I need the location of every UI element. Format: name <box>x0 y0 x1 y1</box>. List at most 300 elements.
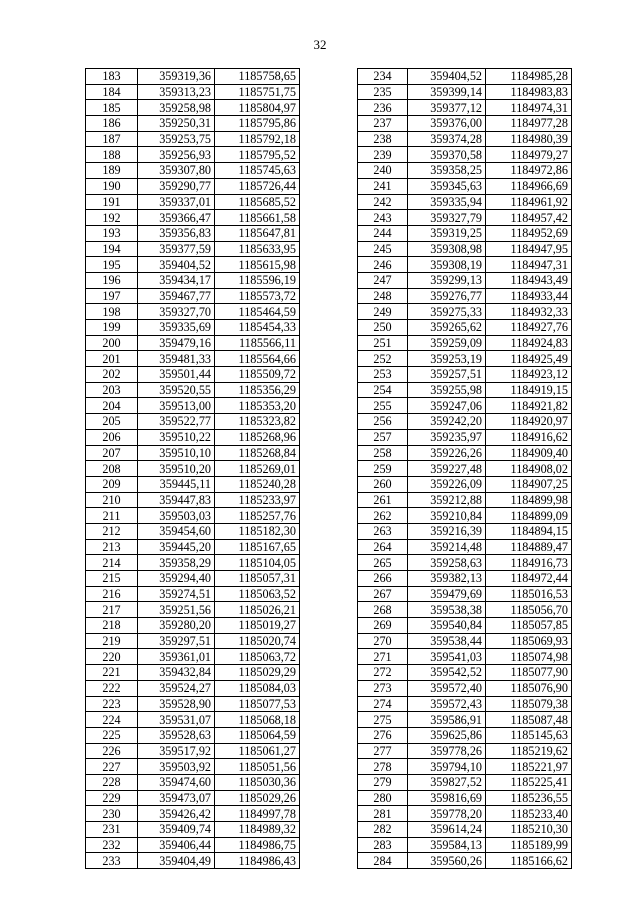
point-number-cell: 216 <box>86 586 138 602</box>
y-coordinate-cell: 1185069,93 <box>486 633 572 649</box>
x-coordinate-cell: 359358,25 <box>408 163 486 179</box>
point-number-cell: 194 <box>86 241 138 257</box>
table-row <box>86 241 300 257</box>
point-number-cell: 250 <box>358 320 408 336</box>
table-row <box>86 822 300 838</box>
point-number-cell: 188 <box>86 147 138 163</box>
table-row <box>86 586 300 602</box>
y-coordinate-cell: 1184989,32 <box>215 822 300 838</box>
table-row <box>86 351 300 367</box>
y-coordinate-cell: 1185233,40 <box>486 806 572 822</box>
x-coordinate-cell: 359247,06 <box>408 398 486 414</box>
x-coordinate-cell: 359404,49 <box>138 853 215 869</box>
y-coordinate-cell: 1184927,76 <box>486 320 572 336</box>
point-number-cell: 192 <box>86 210 138 226</box>
x-coordinate-cell: 359257,51 <box>408 367 486 383</box>
y-coordinate-cell: 1185596,19 <box>215 272 300 288</box>
y-coordinate-cell: 1184919,15 <box>486 382 572 398</box>
table-row <box>86 414 300 430</box>
x-coordinate-cell: 359510,22 <box>138 429 215 445</box>
point-number-cell: 207 <box>86 445 138 461</box>
x-coordinate-cell: 359335,69 <box>138 320 215 336</box>
x-coordinate-cell: 359335,94 <box>408 194 486 210</box>
y-coordinate-cell: 1185356,29 <box>215 382 300 398</box>
y-coordinate-cell: 1185566,11 <box>215 335 300 351</box>
y-coordinate-cell: 1185077,90 <box>486 665 572 681</box>
y-coordinate-cell: 1184985,28 <box>486 69 572 85</box>
table-row <box>358 241 572 257</box>
table-row <box>86 210 300 226</box>
point-number-cell: 263 <box>358 523 408 539</box>
y-coordinate-cell: 1184980,39 <box>486 131 572 147</box>
point-number-cell: 183 <box>86 69 138 85</box>
x-coordinate-cell: 359280,20 <box>138 618 215 634</box>
y-coordinate-cell: 1184957,42 <box>486 210 572 226</box>
table-row <box>86 665 300 681</box>
x-coordinate-cell: 359294,40 <box>138 571 215 587</box>
table-row <box>86 461 300 477</box>
x-coordinate-cell: 359524,27 <box>138 680 215 696</box>
point-number-cell: 265 <box>358 555 408 571</box>
table-row <box>86 680 300 696</box>
table-row <box>358 257 572 273</box>
table-row <box>358 774 572 790</box>
point-number-cell: 277 <box>358 743 408 759</box>
y-coordinate-cell: 1185210,30 <box>486 822 572 838</box>
table-row <box>86 853 300 869</box>
x-coordinate-cell: 359226,26 <box>408 445 486 461</box>
point-number-cell: 244 <box>358 225 408 241</box>
coordinates-table-left <box>85 68 300 869</box>
table-row <box>358 461 572 477</box>
y-coordinate-cell: 1185219,62 <box>486 743 572 759</box>
x-coordinate-cell: 359520,55 <box>138 382 215 398</box>
y-coordinate-cell: 1184920,97 <box>486 414 572 430</box>
y-coordinate-cell: 1185751,75 <box>215 84 300 100</box>
y-coordinate-cell: 1185323,82 <box>215 414 300 430</box>
point-number-cell: 241 <box>358 178 408 194</box>
x-coordinate-cell: 359308,98 <box>408 241 486 257</box>
point-number-cell: 278 <box>358 759 408 775</box>
x-coordinate-cell: 359377,59 <box>138 241 215 257</box>
table-row <box>358 696 572 712</box>
y-coordinate-cell: 1185661,58 <box>215 210 300 226</box>
table-row <box>86 147 300 163</box>
y-coordinate-cell: 1184899,98 <box>486 492 572 508</box>
table-row <box>358 508 572 524</box>
x-coordinate-cell: 359227,48 <box>408 461 486 477</box>
table-row <box>358 665 572 681</box>
table-row <box>358 210 572 226</box>
y-coordinate-cell: 1184923,12 <box>486 367 572 383</box>
point-number-cell: 283 <box>358 837 408 853</box>
table-row <box>86 163 300 179</box>
point-number-cell: 269 <box>358 618 408 634</box>
y-coordinate-cell: 1185804,97 <box>215 100 300 116</box>
point-number-cell: 190 <box>86 178 138 194</box>
y-coordinate-cell: 1185061,27 <box>215 743 300 759</box>
x-coordinate-cell: 359572,43 <box>408 696 486 712</box>
table-row <box>358 727 572 743</box>
x-coordinate-cell: 359409,74 <box>138 822 215 838</box>
x-coordinate-cell: 359584,13 <box>408 837 486 853</box>
table-row <box>358 649 572 665</box>
point-number-cell: 189 <box>86 163 138 179</box>
y-coordinate-cell: 1184961,92 <box>486 194 572 210</box>
x-coordinate-cell: 359259,09 <box>408 335 486 351</box>
point-number-cell: 272 <box>358 665 408 681</box>
x-coordinate-cell: 359265,62 <box>408 320 486 336</box>
y-coordinate-cell: 1184972,86 <box>486 163 572 179</box>
x-coordinate-cell: 359404,52 <box>138 257 215 273</box>
y-coordinate-cell: 1185225,41 <box>486 774 572 790</box>
point-number-cell: 279 <box>358 774 408 790</box>
table-row <box>358 320 572 336</box>
y-coordinate-cell: 1185063,72 <box>215 649 300 665</box>
point-number-cell: 247 <box>358 272 408 288</box>
table-row <box>358 555 572 571</box>
x-coordinate-cell: 359522,77 <box>138 414 215 430</box>
y-coordinate-cell: 1185353,20 <box>215 398 300 414</box>
table-row <box>358 84 572 100</box>
point-number-cell: 211 <box>86 508 138 524</box>
table-row <box>86 194 300 210</box>
x-coordinate-cell: 359382,13 <box>408 571 486 587</box>
point-number-cell: 206 <box>86 429 138 445</box>
y-coordinate-cell: 1184924,83 <box>486 335 572 351</box>
x-coordinate-cell: 359399,14 <box>408 84 486 100</box>
y-coordinate-cell: 1184916,73 <box>486 555 572 571</box>
point-number-cell: 208 <box>86 461 138 477</box>
point-number-cell: 191 <box>86 194 138 210</box>
point-number-cell: 197 <box>86 288 138 304</box>
table-row <box>86 304 300 320</box>
y-coordinate-cell: 1185233,97 <box>215 492 300 508</box>
x-coordinate-cell: 359253,75 <box>138 131 215 147</box>
table-row <box>358 618 572 634</box>
point-number-cell: 232 <box>86 837 138 853</box>
x-coordinate-cell: 359276,77 <box>408 288 486 304</box>
y-coordinate-cell: 1185057,31 <box>215 571 300 587</box>
point-number-cell: 210 <box>86 492 138 508</box>
point-number-cell: 281 <box>358 806 408 822</box>
point-number-cell: 215 <box>86 571 138 587</box>
x-coordinate-cell: 359794,10 <box>408 759 486 775</box>
y-coordinate-cell: 1185063,52 <box>215 586 300 602</box>
table-row <box>358 790 572 806</box>
table-row <box>358 429 572 445</box>
point-number-cell: 186 <box>86 116 138 132</box>
x-coordinate-cell: 359374,28 <box>408 131 486 147</box>
y-coordinate-cell: 1185104,05 <box>215 555 300 571</box>
x-coordinate-cell: 359297,51 <box>138 633 215 649</box>
y-coordinate-cell: 1184943,49 <box>486 272 572 288</box>
table-row <box>358 178 572 194</box>
y-coordinate-cell: 1185087,48 <box>486 712 572 728</box>
y-coordinate-cell: 1184947,95 <box>486 241 572 257</box>
point-number-cell: 260 <box>358 476 408 492</box>
table-row <box>86 367 300 383</box>
point-number-cell: 217 <box>86 602 138 618</box>
x-coordinate-cell: 359528,90 <box>138 696 215 712</box>
x-coordinate-cell: 359251,56 <box>138 602 215 618</box>
table-row <box>86 759 300 775</box>
table-row <box>358 288 572 304</box>
table-row <box>358 445 572 461</box>
point-number-cell: 253 <box>358 367 408 383</box>
x-coordinate-cell: 359614,24 <box>408 822 486 838</box>
table-row <box>358 492 572 508</box>
point-number-cell: 218 <box>86 618 138 634</box>
table-row <box>358 806 572 822</box>
point-number-cell: 233 <box>86 853 138 869</box>
point-number-cell: 270 <box>358 633 408 649</box>
y-coordinate-cell: 1185236,55 <box>486 790 572 806</box>
x-coordinate-cell: 359816,69 <box>408 790 486 806</box>
x-coordinate-cell: 359406,44 <box>138 837 215 853</box>
y-coordinate-cell: 1185573,72 <box>215 288 300 304</box>
y-coordinate-cell: 1184916,62 <box>486 429 572 445</box>
x-coordinate-cell: 359778,20 <box>408 806 486 822</box>
point-number-cell: 259 <box>358 461 408 477</box>
point-number-cell: 187 <box>86 131 138 147</box>
y-coordinate-cell: 1185016,53 <box>486 586 572 602</box>
table-row <box>358 633 572 649</box>
y-coordinate-cell: 1184925,49 <box>486 351 572 367</box>
table-row <box>86 84 300 100</box>
x-coordinate-cell: 359445,11 <box>138 476 215 492</box>
y-coordinate-cell: 1185268,84 <box>215 445 300 461</box>
point-number-cell: 282 <box>358 822 408 838</box>
point-number-cell: 242 <box>358 194 408 210</box>
point-number-cell: 243 <box>358 210 408 226</box>
table-row <box>86 178 300 194</box>
point-number-cell: 193 <box>86 225 138 241</box>
y-coordinate-cell: 1184933,44 <box>486 288 572 304</box>
y-coordinate-cell: 1185745,63 <box>215 163 300 179</box>
table-row <box>86 398 300 414</box>
point-number-cell: 213 <box>86 539 138 555</box>
point-number-cell: 240 <box>358 163 408 179</box>
point-number-cell: 255 <box>358 398 408 414</box>
y-coordinate-cell: 1185030,36 <box>215 774 300 790</box>
point-number-cell: 262 <box>358 508 408 524</box>
point-number-cell: 225 <box>86 727 138 743</box>
y-coordinate-cell: 1184932,33 <box>486 304 572 320</box>
x-coordinate-cell: 359377,12 <box>408 100 486 116</box>
point-number-cell: 229 <box>86 790 138 806</box>
point-number-cell: 237 <box>358 116 408 132</box>
y-coordinate-cell: 1185064,59 <box>215 727 300 743</box>
y-coordinate-cell: 1185685,52 <box>215 194 300 210</box>
page-number: 32 <box>313 37 327 52</box>
x-coordinate-cell: 359274,51 <box>138 586 215 602</box>
y-coordinate-cell: 1185464,59 <box>215 304 300 320</box>
point-number-cell: 266 <box>358 571 408 587</box>
y-coordinate-cell: 1184966,69 <box>486 178 572 194</box>
y-coordinate-cell: 1185509,72 <box>215 367 300 383</box>
x-coordinate-cell: 359541,03 <box>408 649 486 665</box>
x-coordinate-cell: 359445,20 <box>138 539 215 555</box>
point-number-cell: 224 <box>86 712 138 728</box>
table-row <box>86 571 300 587</box>
point-number-cell: 258 <box>358 445 408 461</box>
table-row <box>358 414 572 430</box>
y-coordinate-cell: 1185145,63 <box>486 727 572 743</box>
point-number-cell: 209 <box>86 476 138 492</box>
x-coordinate-cell: 359404,52 <box>408 69 486 85</box>
table-row <box>358 304 572 320</box>
table-row <box>358 586 572 602</box>
y-coordinate-cell: 1184899,09 <box>486 508 572 524</box>
x-coordinate-cell: 359625,86 <box>408 727 486 743</box>
point-number-cell: 222 <box>86 680 138 696</box>
x-coordinate-cell: 359586,91 <box>408 712 486 728</box>
y-coordinate-cell: 1184894,15 <box>486 523 572 539</box>
y-coordinate-cell: 1185068,18 <box>215 712 300 728</box>
y-coordinate-cell: 1185792,18 <box>215 131 300 147</box>
point-number-cell: 284 <box>358 853 408 869</box>
point-number-cell: 203 <box>86 382 138 398</box>
x-coordinate-cell: 359370,58 <box>408 147 486 163</box>
x-coordinate-cell: 359542,52 <box>408 665 486 681</box>
point-number-cell: 280 <box>358 790 408 806</box>
y-coordinate-cell: 1184952,69 <box>486 225 572 241</box>
point-number-cell: 256 <box>358 414 408 430</box>
point-number-cell: 204 <box>86 398 138 414</box>
table-row <box>86 649 300 665</box>
table-row <box>358 194 572 210</box>
y-coordinate-cell: 1184977,28 <box>486 116 572 132</box>
point-number-cell: 220 <box>86 649 138 665</box>
point-number-cell: 274 <box>358 696 408 712</box>
point-number-cell: 219 <box>86 633 138 649</box>
y-coordinate-cell: 1185758,65 <box>215 69 300 85</box>
x-coordinate-cell: 359258,98 <box>138 100 215 116</box>
x-coordinate-cell: 359513,00 <box>138 398 215 414</box>
x-coordinate-cell: 359538,38 <box>408 602 486 618</box>
y-coordinate-cell: 1185166,62 <box>486 853 572 869</box>
x-coordinate-cell: 359366,47 <box>138 210 215 226</box>
y-coordinate-cell: 1185084,03 <box>215 680 300 696</box>
point-number-cell: 198 <box>86 304 138 320</box>
table-row <box>358 837 572 853</box>
point-number-cell: 184 <box>86 84 138 100</box>
point-number-cell: 202 <box>86 367 138 383</box>
point-number-cell: 231 <box>86 822 138 838</box>
x-coordinate-cell: 359503,92 <box>138 759 215 775</box>
y-coordinate-cell: 1185019,27 <box>215 618 300 634</box>
table-row <box>358 225 572 241</box>
y-coordinate-cell: 1185257,76 <box>215 508 300 524</box>
point-number-cell: 252 <box>358 351 408 367</box>
table-row <box>86 743 300 759</box>
table-row <box>86 272 300 288</box>
table-row <box>86 225 300 241</box>
table-row <box>86 445 300 461</box>
table-row <box>358 335 572 351</box>
y-coordinate-cell: 1185454,33 <box>215 320 300 336</box>
point-number-cell: 273 <box>358 680 408 696</box>
x-coordinate-cell: 359356,83 <box>138 225 215 241</box>
point-number-cell: 185 <box>86 100 138 116</box>
point-number-cell: 264 <box>358 539 408 555</box>
point-number-cell: 246 <box>358 257 408 273</box>
x-coordinate-cell: 359327,79 <box>408 210 486 226</box>
table-row <box>358 382 572 398</box>
y-coordinate-cell: 1184983,83 <box>486 84 572 100</box>
y-coordinate-cell: 1184986,75 <box>215 837 300 853</box>
y-coordinate-cell: 1184921,82 <box>486 398 572 414</box>
table-row <box>358 853 572 869</box>
x-coordinate-cell: 359212,88 <box>408 492 486 508</box>
x-coordinate-cell: 359345,63 <box>408 178 486 194</box>
table-row <box>86 633 300 649</box>
y-coordinate-cell: 1185189,99 <box>486 837 572 853</box>
table-row <box>86 602 300 618</box>
point-number-cell: 236 <box>358 100 408 116</box>
x-coordinate-cell: 359503,03 <box>138 508 215 524</box>
y-coordinate-cell: 1185240,28 <box>215 476 300 492</box>
point-number-cell: 214 <box>86 555 138 571</box>
point-number-cell: 245 <box>358 241 408 257</box>
y-coordinate-cell: 1185615,98 <box>215 257 300 273</box>
table-row <box>86 790 300 806</box>
y-coordinate-cell: 1185726,44 <box>215 178 300 194</box>
y-coordinate-cell: 1185079,38 <box>486 696 572 712</box>
x-coordinate-cell: 359560,26 <box>408 853 486 869</box>
point-number-cell: 195 <box>86 257 138 273</box>
table-row <box>358 523 572 539</box>
point-number-cell: 248 <box>358 288 408 304</box>
table-row <box>358 712 572 728</box>
x-coordinate-cell: 359538,44 <box>408 633 486 649</box>
y-coordinate-cell: 1185029,26 <box>215 790 300 806</box>
point-number-cell: 212 <box>86 523 138 539</box>
x-coordinate-cell: 359474,60 <box>138 774 215 790</box>
table-row <box>358 822 572 838</box>
point-number-cell: 221 <box>86 665 138 681</box>
point-number-cell: 228 <box>86 774 138 790</box>
y-coordinate-cell: 1184907,25 <box>486 476 572 492</box>
point-number-cell: 267 <box>358 586 408 602</box>
table-row <box>358 539 572 555</box>
point-number-cell: 200 <box>86 335 138 351</box>
x-coordinate-cell: 359337,01 <box>138 194 215 210</box>
table-row <box>86 712 300 728</box>
y-coordinate-cell: 1184979,27 <box>486 147 572 163</box>
x-coordinate-cell: 359319,25 <box>408 225 486 241</box>
table-row <box>86 539 300 555</box>
x-coordinate-cell: 359235,97 <box>408 429 486 445</box>
table-row <box>86 116 300 132</box>
table-row <box>358 69 572 85</box>
x-coordinate-cell: 359517,92 <box>138 743 215 759</box>
point-number-cell: 223 <box>86 696 138 712</box>
table-row <box>86 100 300 116</box>
x-coordinate-cell: 359307,80 <box>138 163 215 179</box>
table-row <box>86 492 300 508</box>
x-coordinate-cell: 359253,19 <box>408 351 486 367</box>
y-coordinate-cell: 1185167,65 <box>215 539 300 555</box>
y-coordinate-cell: 1185077,53 <box>215 696 300 712</box>
x-coordinate-cell: 359426,42 <box>138 806 215 822</box>
table-row <box>358 367 572 383</box>
point-number-cell: 239 <box>358 147 408 163</box>
point-number-cell: 201 <box>86 351 138 367</box>
x-coordinate-cell: 359358,29 <box>138 555 215 571</box>
table-row <box>358 116 572 132</box>
